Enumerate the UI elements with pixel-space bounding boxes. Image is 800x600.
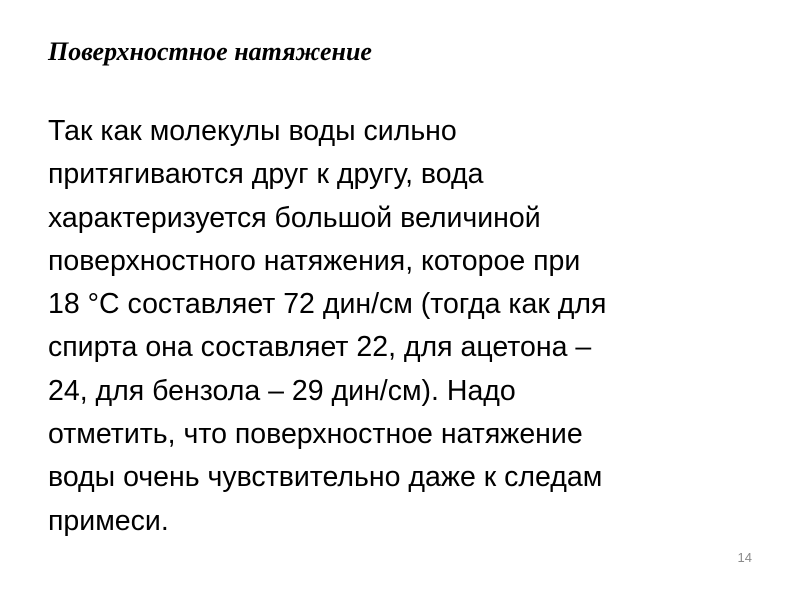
- body-line: спирта она составляет 22, для ацетона –: [48, 331, 592, 364]
- page-number: 14: [737, 550, 752, 565]
- body-line: характеризуется большой величиной: [48, 201, 541, 234]
- body-line: отметить, что поверхностное натяжение: [48, 418, 583, 451]
- body-line: 18 °С составляет 72 дин/см (тогда как для: [48, 288, 607, 321]
- body-line: 24, для бензола – 29 дин/см). Надо: [48, 374, 516, 407]
- body-line: поверхностного натяжения, которое при: [48, 244, 581, 277]
- slide-title: Поверхностное натяжение: [48, 37, 372, 66]
- body-line: притягиваются друг к другу, вода: [48, 158, 484, 191]
- body-line: Так как молекулы воды сильно: [48, 115, 457, 147]
- body-line: воды очень чувствительно даже к следам: [48, 461, 603, 494]
- slide-body-text: [48, 110, 768, 543]
- body-line: примеси.: [48, 504, 169, 537]
